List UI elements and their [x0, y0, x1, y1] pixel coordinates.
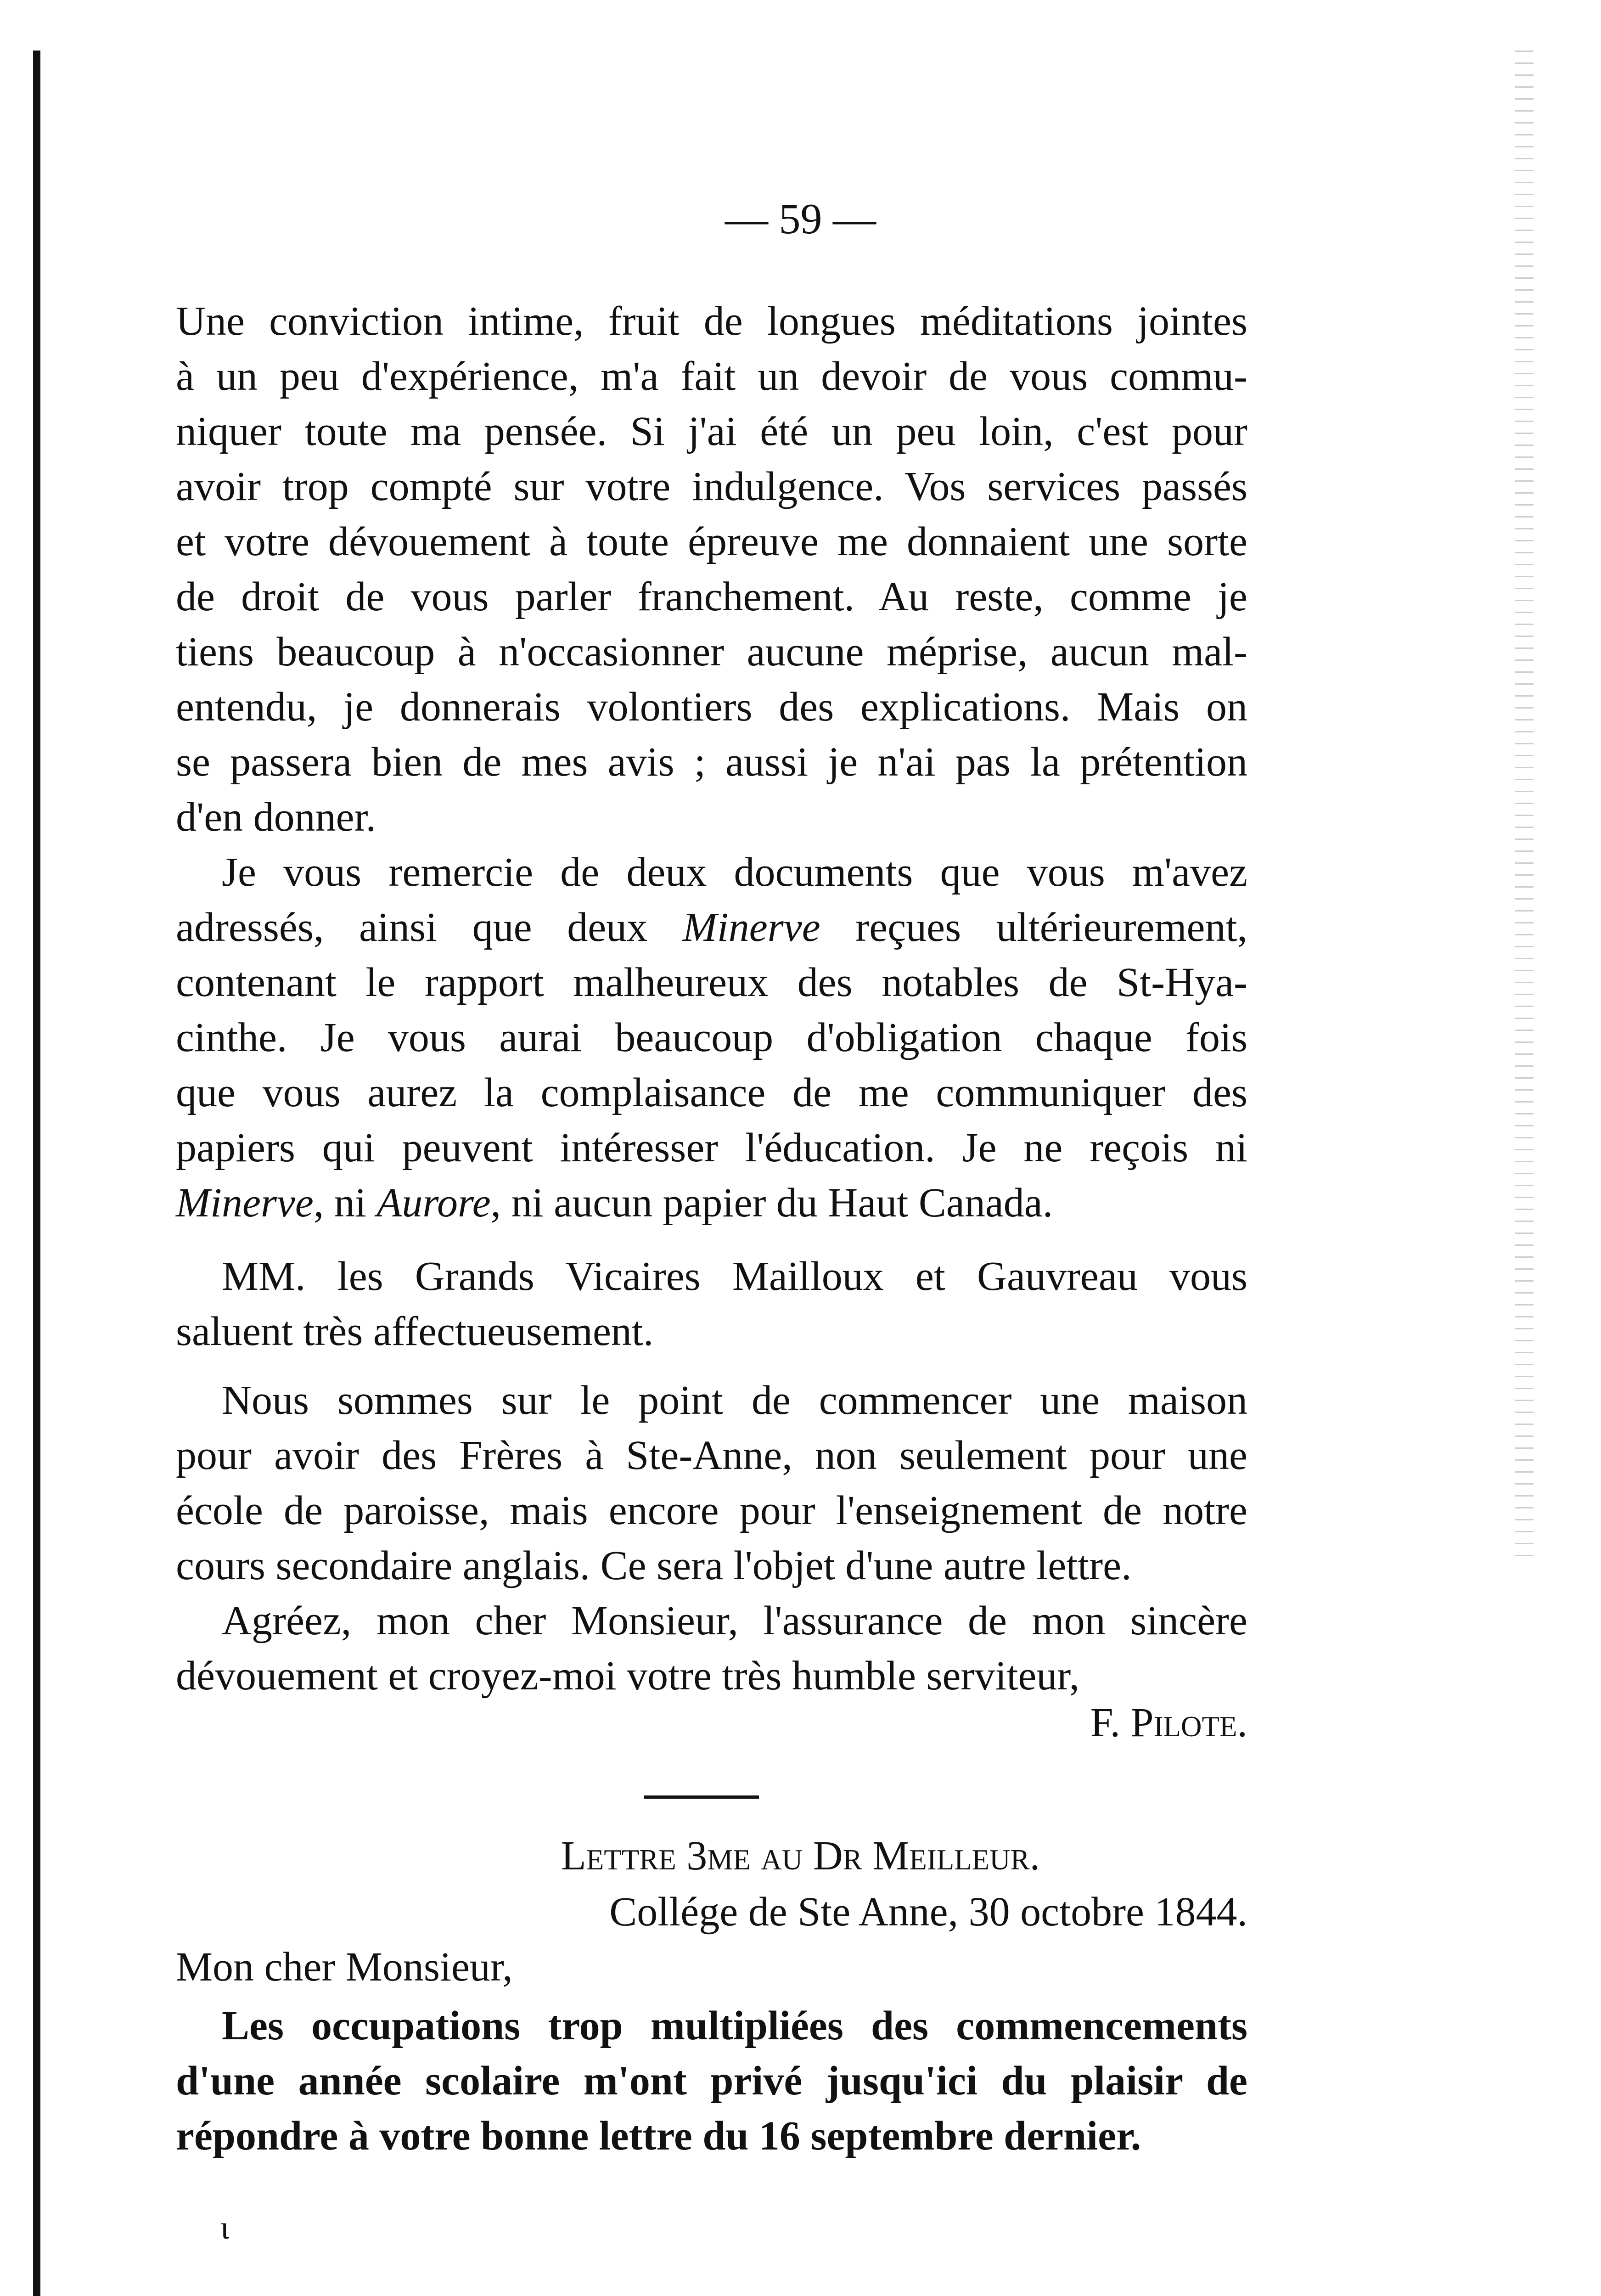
paragraph-3: [176, 1249, 1247, 1359]
text-line: dévouement et croyez-moi votre très humble serviteur,: [176, 1653, 1080, 1699]
text-line: cours secondaire anglais. Ce sera l'objet d'une autre lettre.: [176, 1543, 1132, 1588]
page-number: — 59 —: [725, 195, 876, 243]
text-line: contenant le rapport malheureux des notables de St-Hya-: [176, 960, 1247, 1005]
paragraph-4: [176, 1373, 1247, 1593]
text-line: répondre à votre bonne lettre du 16 septembre dernier.: [176, 2113, 1141, 2159]
section-divider: [644, 1795, 759, 1799]
text-line: adressés, ainsi que deux Minerve reçues ultérieurement,: [176, 905, 1247, 950]
text-line: que vous aurez la complaisance de me communiquer des: [176, 1070, 1247, 1115]
text-line: avoir trop compté sur votre indulgence. Vos services passés: [176, 464, 1247, 509]
paragraph-1: [176, 294, 1247, 845]
journal-title: Aurore: [376, 1180, 491, 1226]
text-line: école de paroisse, mais encore pour l'enseignement de notre: [176, 1488, 1247, 1533]
text-line: papiers qui peuvent intéresser l'éducation. Je ne reçois ni: [176, 1125, 1247, 1171]
journal-title: Minerve: [176, 1180, 314, 1226]
text-line: Nous sommes sur le point de commencer une maison: [222, 1378, 1247, 1423]
text-line: entendu, je donnerais volontiers des explications. Mais on: [176, 684, 1247, 730]
left-margin-rule: [33, 51, 40, 2296]
text-line: d'une année scolaire m'ont privé jusqu'ici du plaisir de: [176, 2058, 1247, 2104]
letter-heading: Lettre 3me au Dr Meilleur.: [561, 1833, 1040, 1879]
text-line: d'en donner.: [176, 794, 376, 840]
paragraph-5: [176, 1593, 1247, 1704]
text-line: cinthe. Je vous aurai beaucoup d'obligation chaque fois: [176, 1015, 1247, 1060]
text-line: à un peu d'expérience, m'a fait un devoir de vous commu-: [176, 354, 1247, 399]
text-line: et votre dévouement à toute épreuve me donnaient une sorte: [176, 519, 1247, 564]
text-line: de droit de vous parler franchement. Au reste, comme je: [176, 574, 1247, 619]
closing-paragraph: [176, 1998, 1247, 2164]
text-line: saluent très affectueusement.: [176, 1309, 654, 1354]
text-line: Les occupations trop multipliées des commencements: [222, 2003, 1247, 2048]
text-line: pour avoir des Frères à Ste-Anne, non seulement pour une: [176, 1433, 1247, 1478]
stray-mark: ι: [220, 2209, 230, 2246]
text-line: Une conviction intime, fruit de longues méditations jointes: [176, 298, 1247, 344]
text-line: MM. les Grands Vicaires Mailloux et Gauvreau vous: [222, 1254, 1247, 1299]
dateline: Collége de Ste Anne, 30 octobre 1844.: [609, 1889, 1247, 1935]
salutation: Mon cher Monsieur,: [176, 1944, 513, 1990]
text-line: tiens beaucoup à n'occasionner aucune méprise, aucun mal-: [176, 629, 1247, 675]
right-edge-scan-noise: [1515, 51, 1534, 1566]
text-line: Je vous remercie de deux documents que vous m'avez: [222, 850, 1247, 895]
text-line: Agréez, mon cher Monsieur, l'assurance de mon sincère: [222, 1598, 1247, 1643]
signature: F. Pilote.: [1090, 1700, 1247, 1745]
text-line: se passera bien de mes avis ; aussi je n'ai pas la prétention: [176, 739, 1247, 785]
text-line: Minerve, ni Aurore, ni aucun papier du Haut Canada.: [176, 1180, 1053, 1226]
text-line: niquer toute ma pensée. Si j'ai été un peu loin, c'est pour: [176, 409, 1247, 454]
paragraph-2: [176, 845, 1247, 1231]
journal-title: Minerve: [682, 905, 820, 950]
